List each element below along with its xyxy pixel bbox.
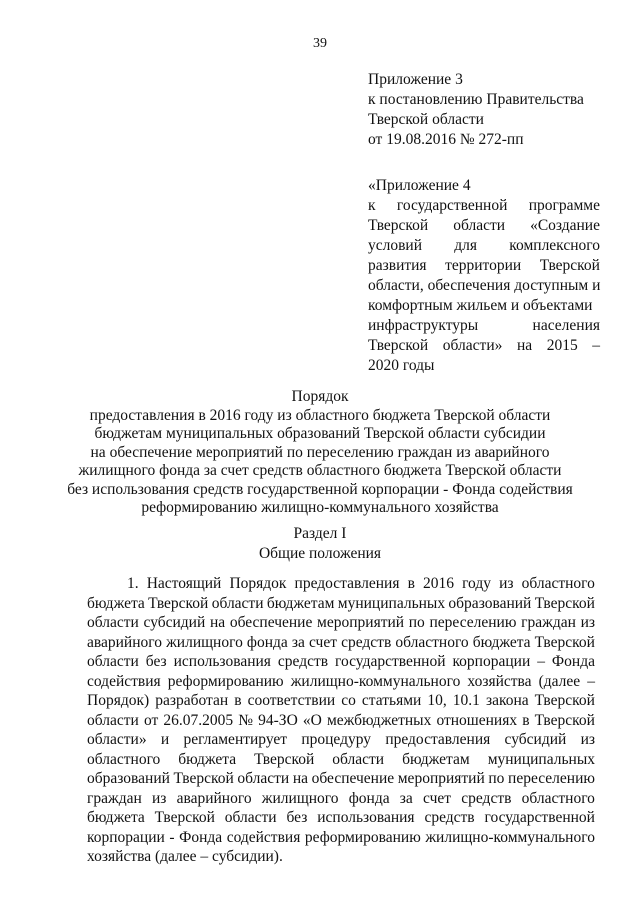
appendix-3-line: Приложение 3 (368, 71, 463, 88)
title-line: предоставления в 2016 году из областного бюджета Тверской области (89, 406, 551, 424)
paragraph-word: области (87, 653, 139, 670)
appendix-4-word: Тверской (368, 217, 429, 234)
paragraph-word: из (499, 575, 514, 592)
appendix-4-word: области, обеспечения доступным и (368, 277, 601, 294)
paragraph-word: Порядок (229, 575, 287, 592)
paragraph-word: жилищно-коммунального (425, 828, 595, 846)
paragraph-word: мероприятий (317, 614, 405, 631)
paragraph-word: Порядок) (87, 692, 150, 709)
paragraph-word: переселению (508, 770, 595, 787)
paragraph-word: Фонда (551, 653, 595, 670)
paragraph-word: счет (308, 633, 338, 651)
paragraph-word: 2016 (422, 575, 454, 592)
paragraph-word: субсидий (504, 731, 567, 748)
paragraph-word: предоставления (294, 575, 400, 592)
paragraph-word: государственной (335, 653, 446, 670)
appendix-4-last-line: 2020 годы (368, 357, 435, 374)
paragraph-word: реформированию (304, 828, 421, 846)
paragraph-word: обеспечение (229, 614, 313, 631)
paragraph-word: переселению (429, 614, 517, 631)
paragraph-word: процедуру (301, 731, 372, 748)
paragraph-word: от (143, 711, 159, 729)
paragraph-line (87, 594, 595, 614)
paragraph-line (87, 711, 595, 731)
paragraph-line (87, 750, 595, 770)
paragraph-line-last: хозяйства (далее – субсидии). (87, 848, 283, 865)
paragraph-word: бюджета (87, 594, 145, 612)
paragraph-word: муниципальных (337, 594, 446, 612)
paragraph-word: области (332, 750, 385, 768)
appendix-4-word: программе (528, 197, 600, 214)
appendix-4-word: Тверской (539, 257, 600, 274)
paragraph-line (87, 633, 595, 653)
paragraph-word: 10.1 (452, 692, 480, 709)
paragraph-word: областного (521, 789, 595, 807)
paragraph-word: фонда (246, 633, 288, 651)
paragraph-word: – (537, 653, 545, 670)
paragraph-word: бюджета (472, 633, 531, 651)
paragraph-line (87, 808, 595, 828)
paragraph-word: статьями (361, 692, 422, 709)
appendix-4-word: комплексного (509, 237, 600, 254)
paragraph-word: году (462, 575, 491, 592)
paragraph-word: аварийного (87, 633, 162, 651)
appendix-4-line (368, 236, 600, 256)
paragraph-word: Тверской (148, 594, 209, 612)
paragraph-word: использования (173, 653, 271, 670)
paragraph-word: хозяйства (467, 672, 532, 690)
appendix-3-line: к постановлению Правительства (368, 91, 584, 108)
paragraph-word: областного (521, 575, 595, 592)
paragraph-line (87, 769, 595, 789)
paragraph-word: аварийного (176, 789, 252, 807)
paragraph-word: области (224, 809, 277, 826)
section-name: Общие положения (258, 545, 382, 562)
appendix-4-word: государственной (396, 197, 508, 214)
paragraph-word: из (580, 614, 595, 631)
paragraph-word: в (407, 575, 415, 592)
paragraph-word: за (291, 633, 305, 651)
appendix-4-word: области» (442, 337, 503, 354)
paragraph-word: 10, (427, 692, 447, 709)
paragraph-line (87, 672, 595, 692)
title-heading: Порядок (291, 388, 349, 405)
paragraph-word: (далее (538, 672, 581, 690)
appendix-4-word: для (454, 237, 478, 254)
appendix-4-line (368, 216, 600, 236)
appendix-3-line: Тверской области (368, 111, 484, 128)
document-title (0, 388, 640, 518)
paragraph-word: муниципальных (487, 750, 595, 768)
paragraph-word: 94-ЗО (258, 711, 298, 729)
paragraph-word: бюджетам (402, 750, 470, 768)
paragraph-word: области» (87, 731, 147, 748)
paragraph-word: средств (461, 789, 512, 807)
appendix-4-word: населения (532, 317, 600, 334)
appendix-4-line (368, 276, 600, 296)
title-line: реформированию жилищно-коммунального хозяйства (141, 499, 499, 516)
paragraph-word: межбюджетных (326, 711, 432, 729)
paragraph-word: Тверской (534, 711, 595, 729)
paragraph-word: Тверской (534, 692, 595, 709)
paragraph-word: корпорации (452, 653, 531, 670)
paragraph-word: 26.07.2005 (163, 711, 234, 729)
paragraph-line (87, 828, 595, 848)
appendix-4-word: комфортным жильем и объектами (368, 297, 593, 314)
appendix-4-line (368, 256, 600, 276)
paragraph-word: бюджета (178, 750, 237, 768)
paragraph-word: области (87, 711, 139, 729)
title-line: на обеспечение мероприятий по переселению граждан из аварийного (90, 443, 550, 461)
paragraph-word: за (399, 789, 413, 807)
appendix-3-line: от 19.08.2016 № 272-пп (368, 131, 524, 148)
appendix-4-word: «Создание (530, 217, 600, 234)
paragraph-word: Тверской (254, 750, 315, 768)
paragraph-line (87, 691, 595, 711)
paragraph-word: бюджета (87, 809, 145, 826)
paragraph-line (87, 789, 595, 809)
paragraph-word: регламентирует (183, 731, 288, 748)
paragraph-word: средств (424, 809, 475, 826)
title-line: без использования средств государственной корпорации - Фонда содействия (67, 480, 573, 498)
appendix-3-header (368, 70, 600, 150)
page-number: 39 (313, 36, 327, 51)
paragraph-word: - (169, 828, 175, 846)
appendix-4-word: Тверской (368, 337, 429, 354)
paragraph-word: на (292, 770, 309, 787)
paragraph-word: содействия (226, 828, 301, 846)
paragraph-word: реформированию (167, 672, 284, 690)
appendix-4-body (368, 196, 600, 356)
paragraph-word: – (587, 672, 595, 690)
paragraph-word: Тверской (154, 809, 215, 826)
paragraph-word: разработан (155, 692, 229, 709)
section-heading (0, 524, 640, 564)
title-line: бюджетам муниципальных образований Тверской области субсидии (94, 425, 546, 442)
paragraph-word: мероприятий (397, 770, 485, 787)
paragraph-word: «О (302, 711, 322, 729)
paragraph-word: областного (87, 750, 161, 768)
appendix-4-line (368, 196, 600, 216)
paragraph-word: области (211, 594, 264, 612)
paragraph-word: без (145, 653, 167, 670)
paragraph-word: в (234, 692, 242, 709)
paragraph-word: области (87, 614, 139, 631)
appendix-4-title: «Приложение 4 (368, 177, 471, 194)
paragraph-word: Тверской (173, 770, 234, 787)
paragraph-word: на (209, 614, 226, 631)
paragraph-word: бюджетам (266, 594, 335, 612)
paragraph-word: жилищного (261, 789, 339, 807)
appendix-4-word: на (516, 337, 533, 354)
paragraph-word: субсидий (143, 614, 206, 631)
paragraph-word: Настоящий (146, 575, 222, 592)
appendix-4-word: – (592, 337, 600, 354)
paragraph-word: образований (87, 770, 170, 787)
paragraph-line (87, 613, 595, 633)
paragraph-word: государственной (484, 809, 595, 826)
paragraph-word: содействия (87, 672, 161, 690)
paragraph-word: № (238, 711, 254, 729)
paragraph-word: счет (423, 789, 452, 807)
paragraph-word: области (237, 770, 290, 787)
paragraph-word: без (286, 809, 308, 826)
paragraph-word: использования (317, 809, 415, 826)
paragraph-word: в (522, 711, 530, 729)
paragraph-1 (87, 574, 595, 867)
appendix-4-word: 2015 (546, 337, 578, 354)
paragraph-word: отношениях (436, 711, 518, 729)
paragraph-word: областного (395, 633, 469, 651)
appendix-4-header (368, 176, 600, 376)
paragraph-word: жилищного (166, 633, 243, 651)
paragraph-word: и (160, 731, 170, 748)
appendix-4-line (368, 316, 600, 336)
paragraph-word: Тверской (534, 594, 595, 612)
paragraph-word: предоставления (385, 731, 491, 748)
appendix-4-line (368, 296, 600, 316)
paragraph-word: Фонда (179, 828, 223, 846)
title-line: жилищного фонда за счет средств областного бюджета Тверской области (78, 462, 562, 479)
paragraph-word: фонда (348, 789, 390, 807)
paragraph-line (87, 652, 595, 672)
paragraph-word: соответствии (247, 692, 336, 709)
paragraph-1-lines (87, 574, 595, 847)
paragraph-word: корпорации (87, 828, 165, 846)
paragraph-word: из (151, 789, 167, 807)
paragraph-word: граждан (87, 789, 142, 807)
paragraph-word: средств (341, 633, 392, 651)
appendix-4-word: инфраструктуры (368, 317, 479, 334)
appendix-4-line (368, 336, 600, 356)
paragraph-word: 1. (127, 575, 139, 592)
appendix-4-word: условий (368, 237, 423, 254)
paragraph-word: обеспечение (311, 770, 395, 787)
paragraph-word: образований (448, 594, 532, 612)
paragraph-word: по (488, 770, 505, 787)
appendix-4-word: территории (445, 257, 522, 274)
paragraph-word: граждан (521, 614, 576, 631)
section-number: Раздел I (293, 525, 347, 542)
paragraph-word: жилищно-коммунального (290, 672, 461, 690)
paragraph-word: по (408, 614, 425, 631)
paragraph-word: закона (485, 692, 529, 709)
paragraph-word: средств (277, 653, 329, 670)
appendix-4-word: к (368, 197, 376, 214)
paragraph-line (87, 574, 595, 594)
paragraph-line (87, 730, 595, 750)
paragraph-word: Тверской (534, 633, 595, 651)
paragraph-word: со (341, 692, 356, 709)
appendix-4-word: области (453, 217, 506, 234)
appendix-4-word: развития (368, 257, 427, 274)
paragraph-word: из (580, 731, 595, 748)
